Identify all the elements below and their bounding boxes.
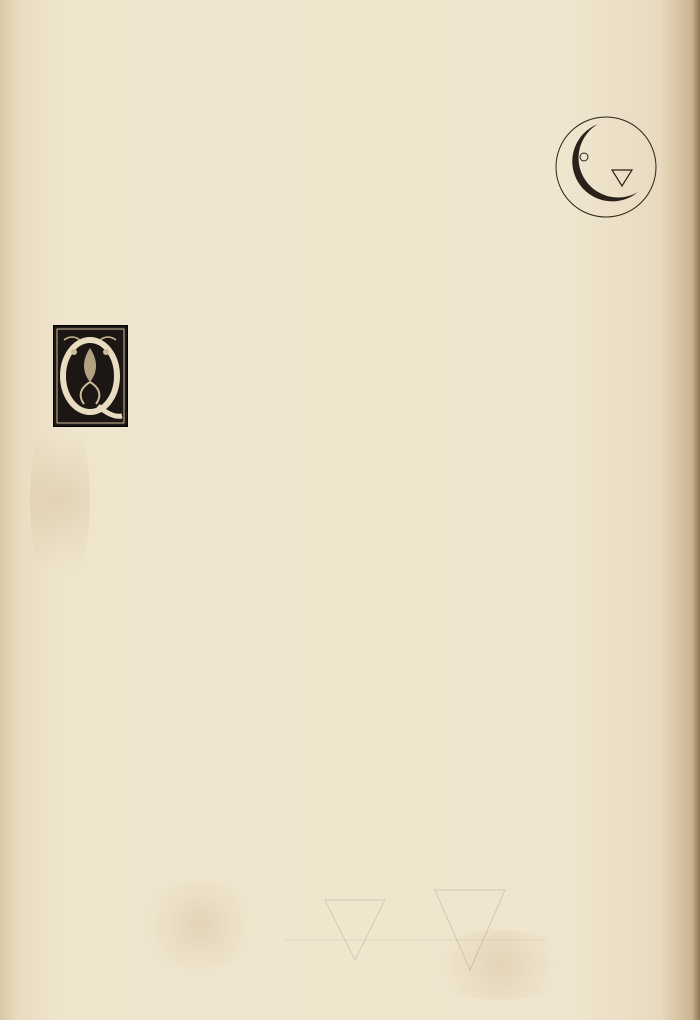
- crescent-shape: [572, 124, 638, 201]
- paper-stain: [30, 400, 90, 600]
- running-header: [0, 36, 700, 56]
- outer-circle: [556, 117, 656, 217]
- paper-stain: [140, 880, 260, 970]
- triangle-shape: [612, 170, 632, 186]
- show-through-diagram: [285, 880, 545, 990]
- syllogism-diagram: [546, 112, 666, 222]
- small-circle: [580, 153, 588, 161]
- decorated-initial-q: [53, 325, 128, 427]
